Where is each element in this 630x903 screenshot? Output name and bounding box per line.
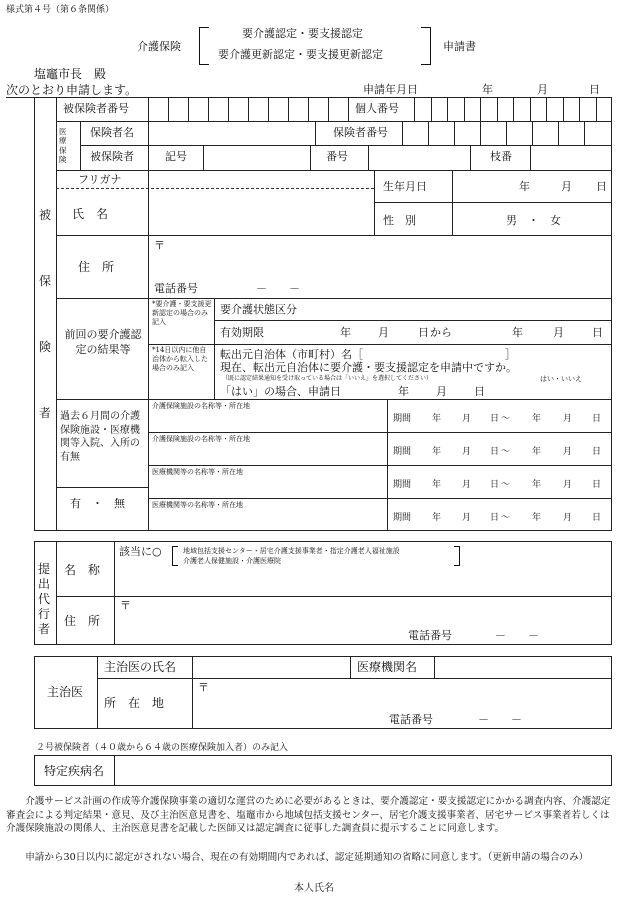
insurer-number-digit-divider — [428, 121, 429, 145]
facility-tilde: ～ — [501, 447, 511, 457]
bangou-sep — [310, 145, 311, 170]
agent-phone-dash: － － — [495, 629, 539, 642]
specific-note: ２号被保険者（４０歳から６４歳の医療保険加入者）のみ記入 — [36, 743, 289, 753]
prev-row-line-2 — [148, 344, 612, 345]
facility-row-line — [148, 498, 612, 499]
facility-year-2: 年 — [532, 447, 542, 457]
side-char-2: 保 — [39, 274, 52, 288]
doctor-side-label: 主治医 — [47, 685, 84, 699]
facility-month-1: 月 — [462, 513, 472, 523]
transfer-question: 現在、転出元自治体に要介護・要支援認定を申請中ですか。 — [220, 361, 517, 374]
bangou-sep-2 — [368, 145, 369, 170]
insured-number-digit-divider — [228, 97, 229, 121]
transfer-origin-close: ］ — [505, 348, 516, 361]
personal-number-digit-divider — [596, 97, 597, 121]
birth-sex-line — [374, 202, 612, 203]
row-line-5 — [56, 298, 612, 299]
prev-col-line-2 — [214, 298, 215, 399]
agent-postal-mark: 〒 — [120, 599, 131, 612]
personal-number-digit-divider — [497, 97, 498, 121]
insured-number-digit-divider — [308, 97, 309, 121]
addressee: 塩竈市長 殿 — [34, 67, 107, 81]
insurer-number-label: 保険者番号 — [333, 126, 388, 139]
title-suffix: 申請書 — [443, 40, 476, 53]
title-line-2: 要介護更新認定・要支援更新認定 — [218, 48, 383, 61]
facility-tilde: ～ — [501, 480, 511, 490]
doctor-postal-mark: 〒 — [198, 681, 209, 694]
address-col-line — [148, 235, 149, 298]
app-month: 月 — [537, 83, 548, 96]
validity-day-2: 日 — [592, 326, 603, 339]
facility-month-2: 月 — [563, 414, 573, 424]
name-col-line — [148, 170, 149, 235]
specific-col — [114, 755, 115, 786]
facility-name-label: 医療機関等の名称等・所在地 — [152, 501, 243, 509]
facility-period-label: 期間 — [393, 447, 412, 457]
personal-number-digit-divider — [480, 97, 481, 121]
agent-bracket-left — [172, 546, 178, 566]
doctor-address-label: 所 在 地 — [104, 696, 165, 710]
transfer-year: 年 — [398, 385, 409, 398]
doctor-label-col — [192, 656, 193, 729]
facility-year-2: 年 — [532, 513, 542, 523]
personal-number-digit-divider — [464, 97, 465, 121]
transfer-yes-no: はい・いいえ — [540, 375, 582, 383]
intro-text: 次のとおり申請します。 — [6, 83, 138, 97]
facility-day-1: 日 — [490, 480, 500, 490]
doctor-phone-label: 電話番号 — [389, 713, 433, 726]
row-line-1 — [56, 121, 612, 122]
facility-day-2: 日 — [592, 414, 602, 424]
address-label: 住 所 — [78, 260, 115, 274]
row-line-2 — [80, 145, 612, 146]
sex-label: 性 別 — [383, 214, 416, 227]
transfer-month: 月 — [436, 385, 447, 398]
address-phone-label: 電話番号 — [154, 282, 198, 295]
transfer-note: （既に認定結果通知を受け取っている場合は「いいえ」を選択してください） — [222, 375, 433, 382]
validity-from: から — [430, 326, 452, 339]
name-label: 氏 名 — [72, 207, 109, 221]
facility-year-2: 年 — [532, 480, 542, 490]
facility-month-2: 月 — [563, 447, 573, 457]
insurer-number-digit-divider — [480, 121, 481, 145]
transfer-day: 日 — [474, 385, 485, 398]
personal-sep-1 — [348, 97, 349, 121]
agent-bracket-right — [454, 546, 460, 566]
kigou-label: 記号 — [165, 150, 187, 163]
birth-month: 月 — [561, 180, 572, 193]
insured-number-digit-divider — [288, 97, 289, 121]
edaban-label: 枝番 — [490, 150, 512, 163]
facility-row-line — [148, 465, 612, 466]
insured-label: 被保険者 — [90, 150, 134, 163]
agent-side-col — [56, 541, 57, 645]
facility-day-2: 日 — [592, 480, 602, 490]
side-char-4: 者 — [39, 406, 52, 420]
agent-row-line — [56, 596, 612, 597]
insurer-number-digit-divider — [454, 121, 455, 145]
title-bracket-right — [421, 27, 431, 65]
previous-note-transfer: *14日以内に他自治体から転入した場合のみ記入 — [152, 346, 208, 372]
facility-day-2: 日 — [592, 513, 602, 523]
address-postal-mark: 〒 — [154, 239, 165, 252]
facility-month-1: 月 — [462, 480, 472, 490]
sex-options: 男 ・ 女 — [506, 214, 561, 227]
app-year: 年 — [482, 83, 493, 96]
facility-presence-line — [56, 487, 148, 488]
prev-col-line — [148, 298, 149, 399]
insurer-sep — [315, 121, 316, 145]
insurer-number-digit-divider — [532, 121, 533, 145]
insurer-number-digit-divider — [506, 121, 507, 145]
facility-day-1: 日 — [490, 513, 500, 523]
agent-phone-label: 電話番号 — [408, 629, 452, 642]
facility-name-label: 介護保険施設の名称等・所在地 — [152, 435, 250, 443]
validity-year-2: 年 — [512, 326, 523, 339]
doctor-side-col — [97, 656, 98, 729]
personal-number-digit-divider — [579, 97, 580, 121]
facility-year-1: 年 — [432, 414, 442, 424]
row-line-6 — [56, 399, 612, 400]
doctor-name-label: 主治医の氏名 — [104, 660, 177, 674]
specific-table — [34, 755, 612, 786]
personal-number-digit-divider — [513, 97, 514, 121]
personal-number-digit-divider — [546, 97, 547, 121]
title-line-1: 要介護認定・要支援認定 — [242, 27, 363, 40]
bangou-label: 番号 — [326, 150, 348, 163]
row-line-4 — [56, 235, 612, 236]
birth-label: 生年月日 — [383, 180, 427, 193]
personal-number-digit-divider — [431, 97, 432, 121]
furigana-dashed-line — [56, 188, 374, 189]
side-char-1: 被 — [39, 208, 52, 222]
validity-day-1: 日 — [418, 326, 429, 339]
doctor-phone-dash: － － — [478, 713, 522, 726]
insurer-number-digit-divider — [558, 121, 559, 145]
consent-paragraph-1: 介護サービス計画の作成等介護保険事業の適切な運営のために必要があるときは、要介護認定・要支援認定にかかる調査内容、介護認定審査会による判定結果・意見、及び主治医意見書を、塩竈市から地域包括支援センター、居宅介護支援事業者、居宅サービス事業者若しくは介護保険施設の関係人、主治医意見書を記載した医師又は認定調査に従事した調査員に提示することに同意します。 — [6, 796, 611, 835]
agent-label-col — [114, 541, 115, 645]
agent-types-1: 地域包括支援センター・居宅介護支援事業者・指定介護老人福祉施設 — [183, 547, 400, 555]
transfer-origin-label: 転出元自治体（市町村）名［ — [220, 348, 363, 361]
edaban-sep — [470, 145, 471, 170]
facility-month-2: 月 — [563, 513, 573, 523]
transfer-if-yes: 「はい」の場合、申請日 — [220, 385, 341, 398]
facility-day-1: 日 — [490, 414, 500, 424]
validity-month-1: 月 — [378, 326, 389, 339]
doctor-row-line — [97, 678, 612, 679]
facility-name-label: 介護保険施設の名称等・所在地 — [152, 402, 250, 410]
consent-paragraph-2: 申請から30日以内に認定がされない場合、現在の有効期間内であれば、認定延期通知の省略に同意します。（更新申請の場合のみ） — [25, 852, 589, 863]
insurer-number-digit-divider — [584, 121, 585, 145]
prev-row-line-1 — [214, 320, 612, 321]
birth-year: 年 — [519, 180, 530, 193]
title-bracket-left — [199, 27, 209, 65]
address-phone-dash: － － — [256, 282, 300, 295]
validity-label: 有効期限 — [220, 326, 264, 339]
personal-number-label: 個人番号 — [355, 102, 399, 115]
insured-number-digit-divider — [248, 97, 249, 121]
insured-number-digit-divider — [168, 97, 169, 121]
facility-day-1: 日 — [490, 447, 500, 457]
insured-number-digit-divider — [188, 97, 189, 121]
facility-period-label: 期間 — [393, 414, 412, 424]
edaban-sep-2 — [530, 145, 531, 170]
facility-history-label: 過去６月間の介護保険施設・医療機関等入院、入所の有無 — [60, 411, 140, 463]
facility-year-2: 年 — [532, 414, 542, 424]
facility-presence: 有 ・ 無 — [70, 497, 125, 510]
facility-tilde: ～ — [501, 414, 511, 424]
facility-year-1: 年 — [432, 447, 442, 457]
facility-day-2: 日 — [592, 447, 602, 457]
previous-note-renewal: *要介護・要支援更新認定の場合のみ記入 — [152, 300, 212, 326]
facility-name-label: 医療機関等の名称等・所在地 — [152, 468, 243, 476]
agent-address-label: 住 所 — [64, 614, 101, 628]
personal-sep-2 — [414, 97, 415, 121]
label-col-line — [148, 97, 149, 170]
doctor-inst-sep-2 — [434, 656, 435, 678]
doctor-inst-sep — [350, 656, 351, 678]
facility-period-label: 期間 — [393, 513, 412, 523]
medical-side-label: 医療保険 — [59, 127, 67, 165]
facility-year-1: 年 — [432, 480, 442, 490]
care-level-label: 要介護状態区分 — [220, 303, 297, 316]
personal-number-digit-divider — [563, 97, 564, 121]
previous-result-label: 前回の要介護認定の結果等 — [64, 328, 142, 357]
facility-tilde: ～ — [501, 513, 511, 523]
furigana-label: フリガナ — [78, 173, 122, 186]
insured-number-digit-divider — [328, 97, 329, 121]
facility-month-1: 月 — [462, 447, 472, 457]
title-prefix: 介護保険 — [137, 40, 181, 53]
birth-day: 日 — [596, 180, 607, 193]
facility-month-2: 月 — [563, 480, 573, 490]
insured-number-digit-divider — [208, 97, 209, 121]
personal-number-digit-divider — [530, 97, 531, 121]
agent-side-label: 提出代行者 — [38, 562, 51, 636]
facility-row-line — [148, 432, 612, 433]
validity-month-2: 月 — [553, 326, 564, 339]
facility-period-label: 期間 — [393, 480, 412, 490]
application-date-label: 申請年月日 — [363, 83, 418, 96]
agent-applicable: 該当に○ — [119, 545, 162, 558]
specific-disease-label: 特定疾病名 — [44, 764, 105, 778]
insured-number-digit-divider — [268, 97, 269, 121]
doctor-institution-label: 医療機関名 — [357, 660, 418, 674]
facility-month-1: 月 — [462, 414, 472, 424]
form-number: 様式第４号（第６条関係） — [6, 5, 115, 15]
agent-types-2: 介護老人保健施設・介護医療院 — [183, 557, 281, 565]
insurer-sep-2 — [402, 121, 403, 145]
validity-year-1: 年 — [340, 326, 351, 339]
side-char-3: 険 — [39, 340, 52, 354]
app-day: 日 — [589, 83, 600, 96]
row-line-3 — [56, 170, 612, 171]
kigou-sep — [203, 145, 204, 170]
insurer-name-label: 保険者名 — [90, 126, 134, 139]
facility-year-1: 年 — [432, 513, 442, 523]
personal-number-digit-divider — [447, 97, 448, 121]
signature-label: 本人氏名 — [294, 883, 334, 894]
side-column-line — [56, 97, 57, 531]
agent-name-label: 名 称 — [64, 563, 101, 577]
insured-number-label: 被保険者番号 — [63, 102, 129, 115]
